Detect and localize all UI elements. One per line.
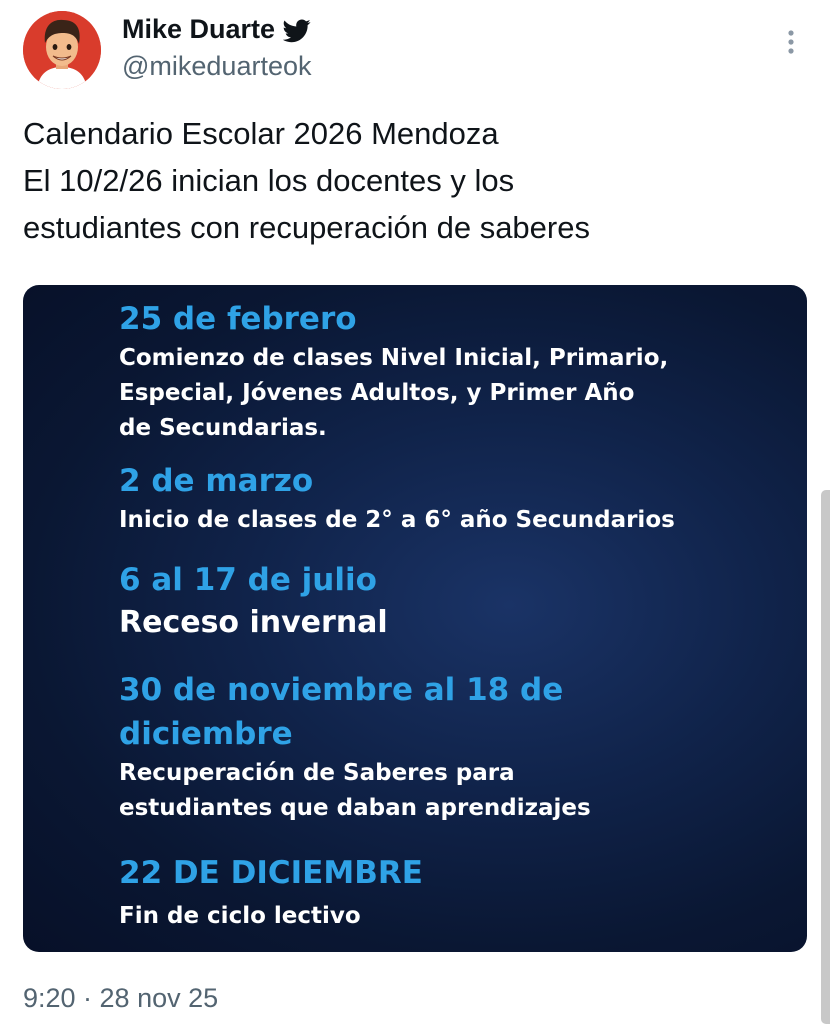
- scrollbar[interactable]: [821, 490, 830, 1024]
- event-description: Recuperación de Saberes para: [119, 760, 515, 786]
- tweet-timestamp[interactable]: 9:20 · 28 nov 25: [23, 983, 219, 1013]
- author-name-row[interactable]: [122, 12, 311, 46]
- event-date: 22 DE DICIEMBRE: [119, 855, 423, 891]
- event-description: Receso invernal: [119, 605, 388, 640]
- calendar-event: [119, 851, 423, 934]
- author-handle[interactable]: @mikeduarteok: [122, 51, 312, 81]
- author-name[interactable]: Mike Duarte: [122, 14, 276, 44]
- calendar-event: [119, 558, 388, 644]
- calendar-event: [119, 297, 668, 446]
- event-description: Especial, Jóvenes Adultos, y Primer Año: [119, 380, 635, 406]
- event-date: 2 de marzo: [119, 463, 314, 499]
- calendar-event: [119, 459, 675, 538]
- twitter-bird-icon: [283, 17, 311, 41]
- tweet-text-line: estudiantes con recuperación de saberes: [23, 210, 590, 245]
- event-description: de Secundarias.: [119, 415, 327, 441]
- calendar-event: [119, 668, 591, 826]
- tweet-text-line: Calendario Escolar 2026 Mendoza: [23, 116, 499, 151]
- tweet-text: [23, 110, 803, 251]
- event-date: 30 de noviembre al 18 de: [119, 672, 564, 708]
- more-options-icon[interactable]: [781, 28, 801, 60]
- event-date: diciembre: [119, 716, 293, 752]
- tweet-text-line: El 10/2/26 inician los docentes y los: [23, 163, 515, 198]
- tweet-media-image[interactable]: [23, 285, 807, 952]
- event-description: Comienzo de clases Nivel Inicial, Primario,: [119, 345, 669, 371]
- event-description: Inicio de clases de 2° a 6° año Secundarios: [119, 507, 675, 533]
- cartoon-avatar-icon: [23, 11, 101, 89]
- event-date: 25 de febrero: [119, 301, 357, 337]
- event-description: Fin de ciclo lectivo: [119, 903, 361, 929]
- event-description: estudiantes que daban aprendizajes: [119, 795, 591, 821]
- avatar[interactable]: [23, 11, 101, 89]
- event-date: 6 al 17 de julio: [119, 562, 377, 598]
